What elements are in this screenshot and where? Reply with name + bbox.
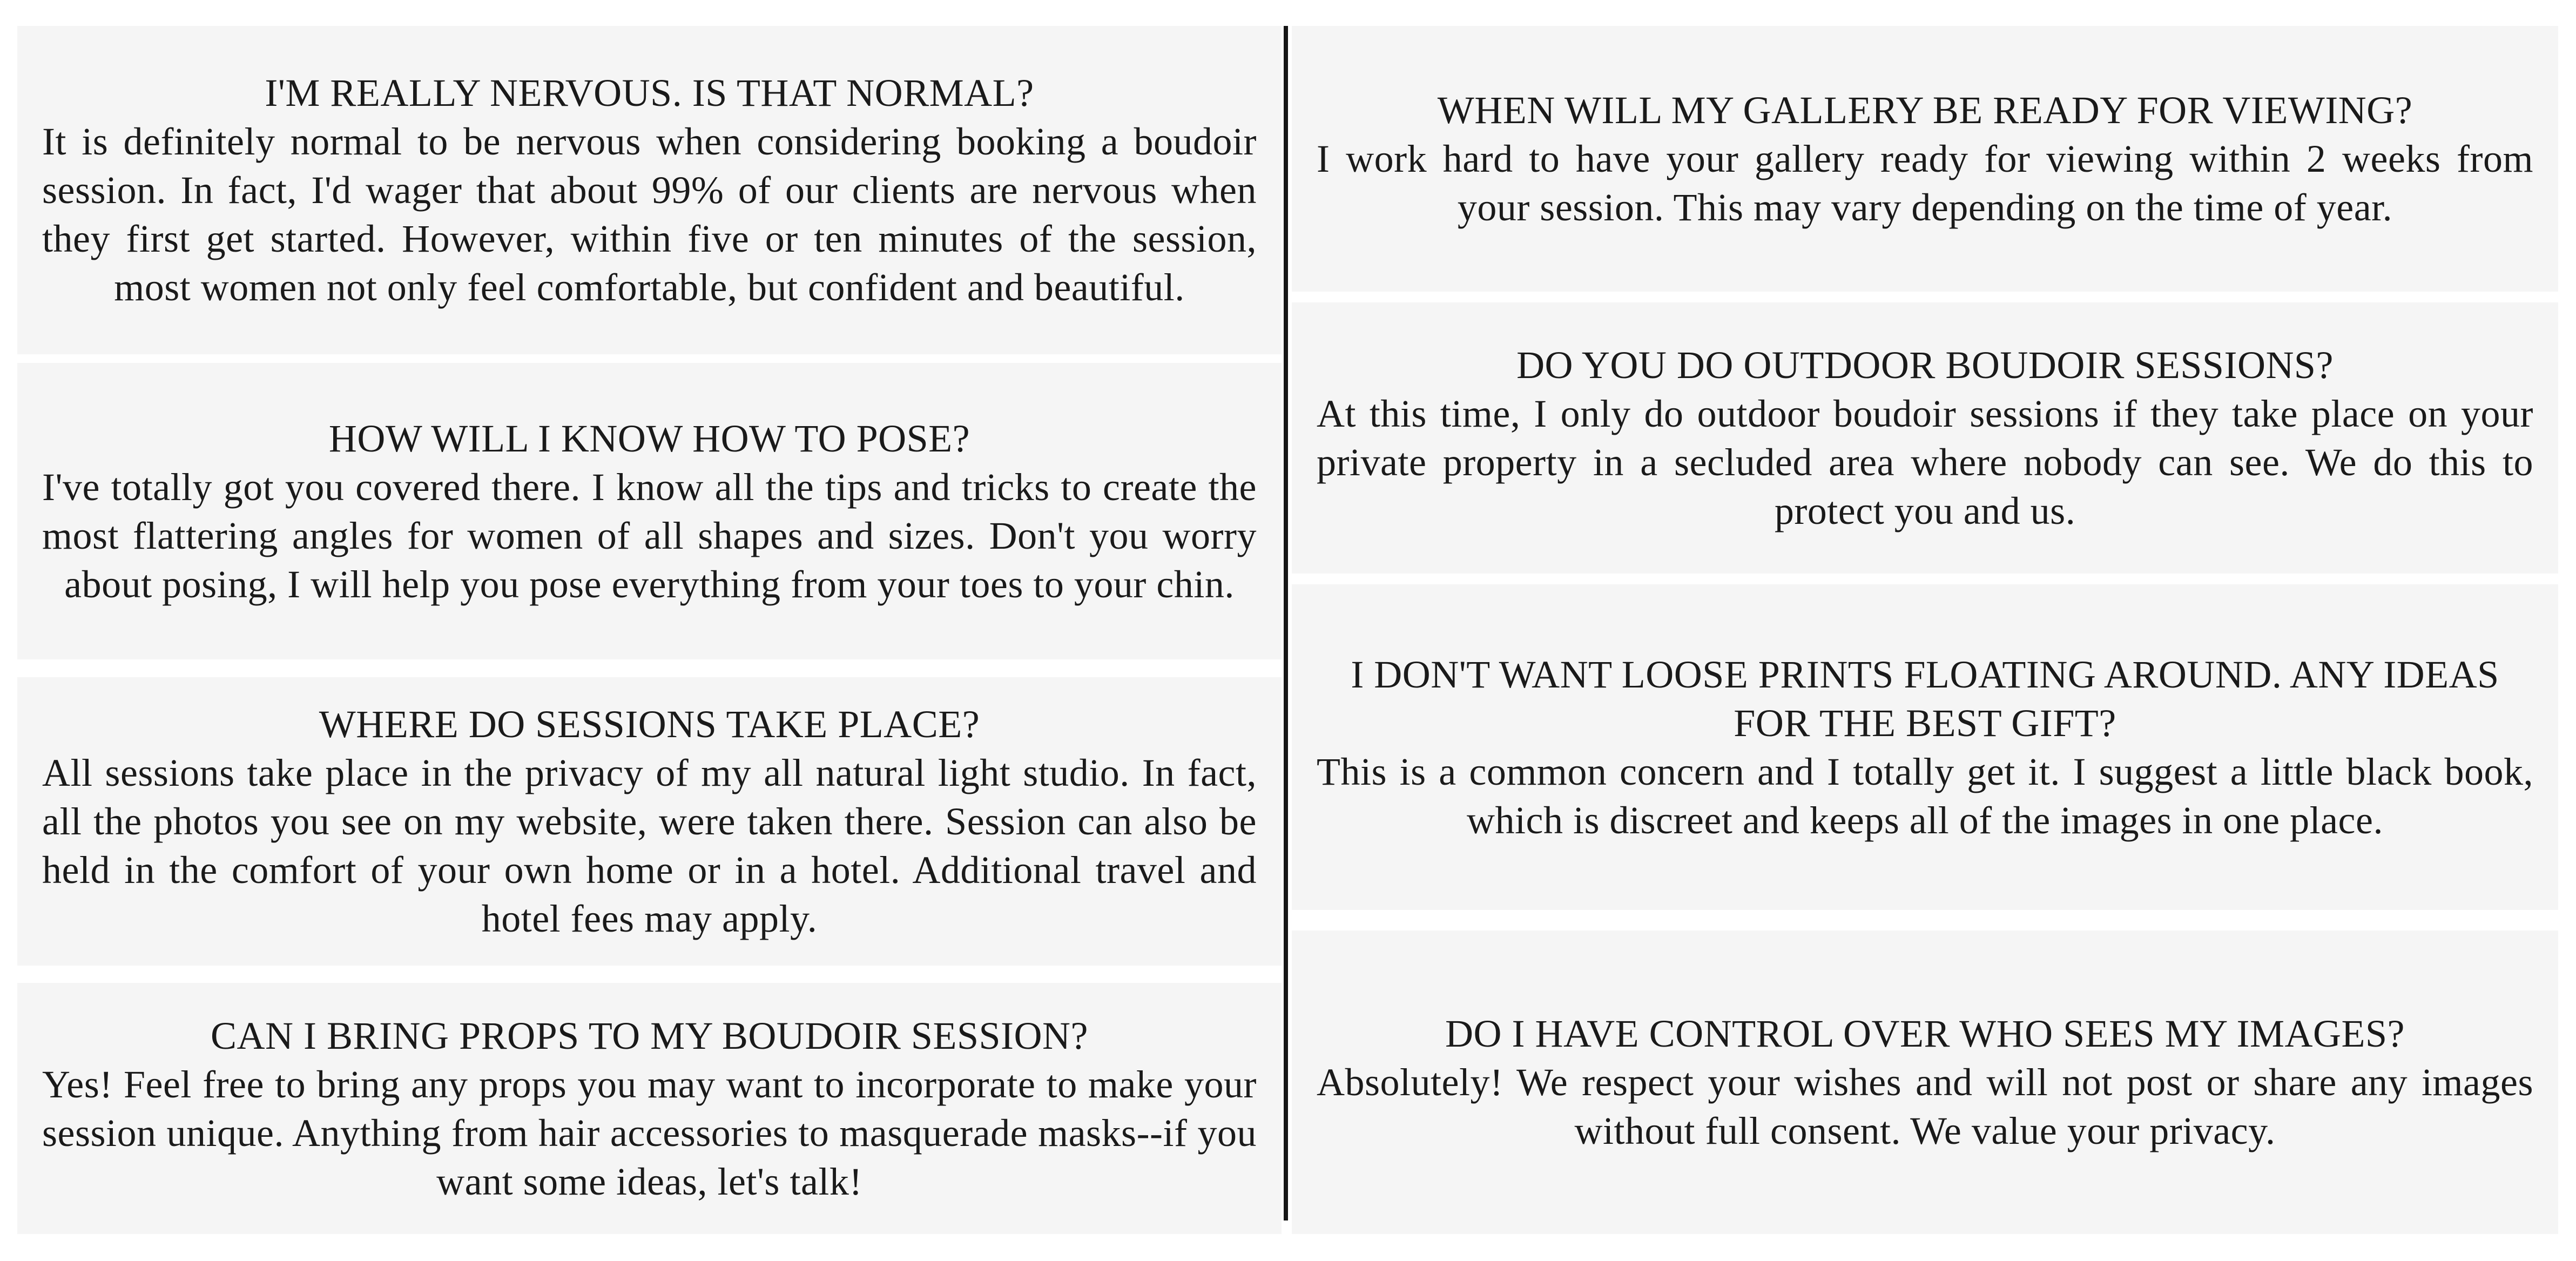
faq-card-outdoor: [1292, 302, 2558, 574]
faq-answer: I've totally got you covered there. I know all the tips and tricks to create the most flattering angles for women of all shapes and sizes. Don't you worry about posing, I will help you pose everything from your toes to your chin.: [42, 465, 1257, 606]
faq-answer: I work hard to have your gallery ready for viewing within 2 weeks from your session. This may vary depending on the time of year.: [1317, 137, 2533, 229]
faq-question: I DON'T WANT LOOSE PRINTS FLOATING AROUND. ANY IDEAS FOR THE BEST GIFT?: [1351, 652, 2499, 745]
faq-question: WHEN WILL MY GALLERY BE READY FOR VIEWING?: [1437, 89, 2413, 132]
faq-question: CAN I BRING PROPS TO MY BOUDOIR SESSION?: [211, 1014, 1088, 1057]
faq-answer: At this time, I only do outdoor boudoir sessions if they take place on your private property in a secluded area where nobody can see. We do this to protect you and us.: [1317, 392, 2533, 532]
faq-card-props: [17, 983, 1282, 1234]
faq-question: DO I HAVE CONTROL OVER WHO SEES MY IMAGES?: [1445, 1012, 2405, 1055]
faq-answer: Absolutely! We respect your wishes and will not post or share any images without full consent. We value your privacy.: [1317, 1061, 2533, 1152]
faq-card-nervous: [17, 26, 1282, 354]
faq-question: HOW WILL I KNOW HOW TO POSE?: [328, 416, 970, 460]
faq-answer: All sessions take place in the privacy of my all natural light studio. In fact, all the photos you see on my website, were taken there. Session can also be held in the comfort of your own home or in a hotel. Additional travel and hotel fees may apply.: [42, 751, 1257, 940]
faq-question: I'M REALLY NERVOUS. IS THAT NORMAL?: [265, 71, 1034, 114]
faq-card-gallery-ready: [1292, 26, 2558, 292]
faq-card-posing: [17, 363, 1282, 659]
faq-question: DO YOU DO OUTDOOR BOUDOIR SESSIONS?: [1516, 343, 2334, 387]
faq-answer: It is definitely normal to be nervous when considering booking a boudoir session. In fact, I'd wager that about 99% of our clients are nervous when they first get started. However, within five or ten minutes of the session, most women not only feel comfortable, but confident and beautiful.: [42, 120, 1257, 309]
faq-card-gift-idea: [1292, 584, 2558, 910]
faq-answer: This is a common concern and I totally get it. I suggest a little black book, which is discreet and keeps all of the images in one place.: [1317, 750, 2533, 842]
faq-card-location: [17, 677, 1282, 966]
faq-card-privacy: [1292, 930, 2558, 1234]
column-divider: [1284, 26, 1288, 1220]
faq-question: WHERE DO SESSIONS TAKE PLACE?: [319, 703, 980, 746]
faq-answer: Yes! Feel free to bring any props you may want to incorporate to make your session unique. Anything from hair accessories to masquerade masks--if you want some ideas, let's talk!: [42, 1062, 1257, 1203]
